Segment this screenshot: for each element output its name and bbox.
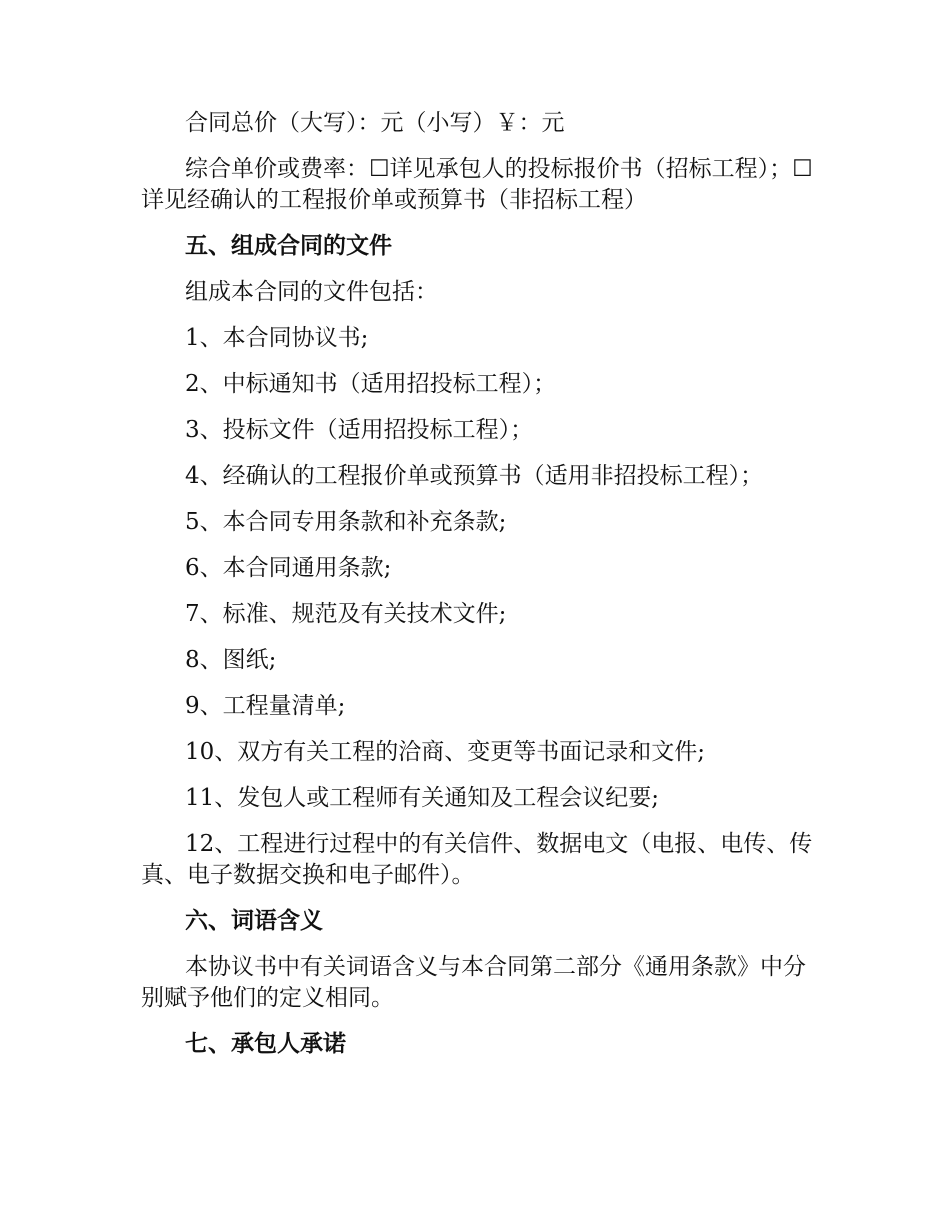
list-item: 4、经确认的工程报价单或预算书（适用非招投标工程）； <box>185 463 764 489</box>
list-item: 2、中标通知书（适用招投标工程）； <box>185 371 557 397</box>
section-5-heading: 五、组成合同的文件 <box>185 233 392 259</box>
list-item: 6、本合同通用条款; <box>185 555 392 581</box>
list-item: 3、投标文件（适用招投标工程）； <box>185 417 534 443</box>
list-item: 12、工程进行过程中的有关信件、数据电文（电报、电传、传真、电子数据交换和电子邮件）。 <box>141 831 813 888</box>
list-item: 1、本合同协议书; <box>185 325 369 351</box>
section-6-body: 本协议书中有关词语含义与本合同第二部分《通用条款》中分别赋予他们的定义相同。 <box>141 954 806 1011</box>
list-item: 8、图纸; <box>185 647 277 673</box>
contract-price-line: 合同总价（大写）：元（小写）￥：元 <box>185 110 565 136</box>
list-item: 7、标准、规范及有关技术文件; <box>185 601 507 627</box>
list-item: 10、双方有关工程的洽商、变更等书面记录和文件; <box>185 739 706 765</box>
section-5-intro: 组成本合同的文件包括： <box>185 279 438 305</box>
unit-price-line: 综合单价或费率：☐详见承包人的投标报价书（招标工程）；☐详见经确认的工程报价单或预算书（非招标工程） <box>141 156 813 213</box>
list-item: 9、工程量清单; <box>185 693 346 719</box>
list-item: 11、发包人或工程师有关通知及工程会议纪要; <box>185 785 660 811</box>
list-item: 5、本合同专用条款和补充条款; <box>185 509 507 535</box>
section-7-heading: 七、承包人承诺 <box>185 1031 346 1057</box>
section-6-heading: 六、词语含义 <box>185 908 323 934</box>
